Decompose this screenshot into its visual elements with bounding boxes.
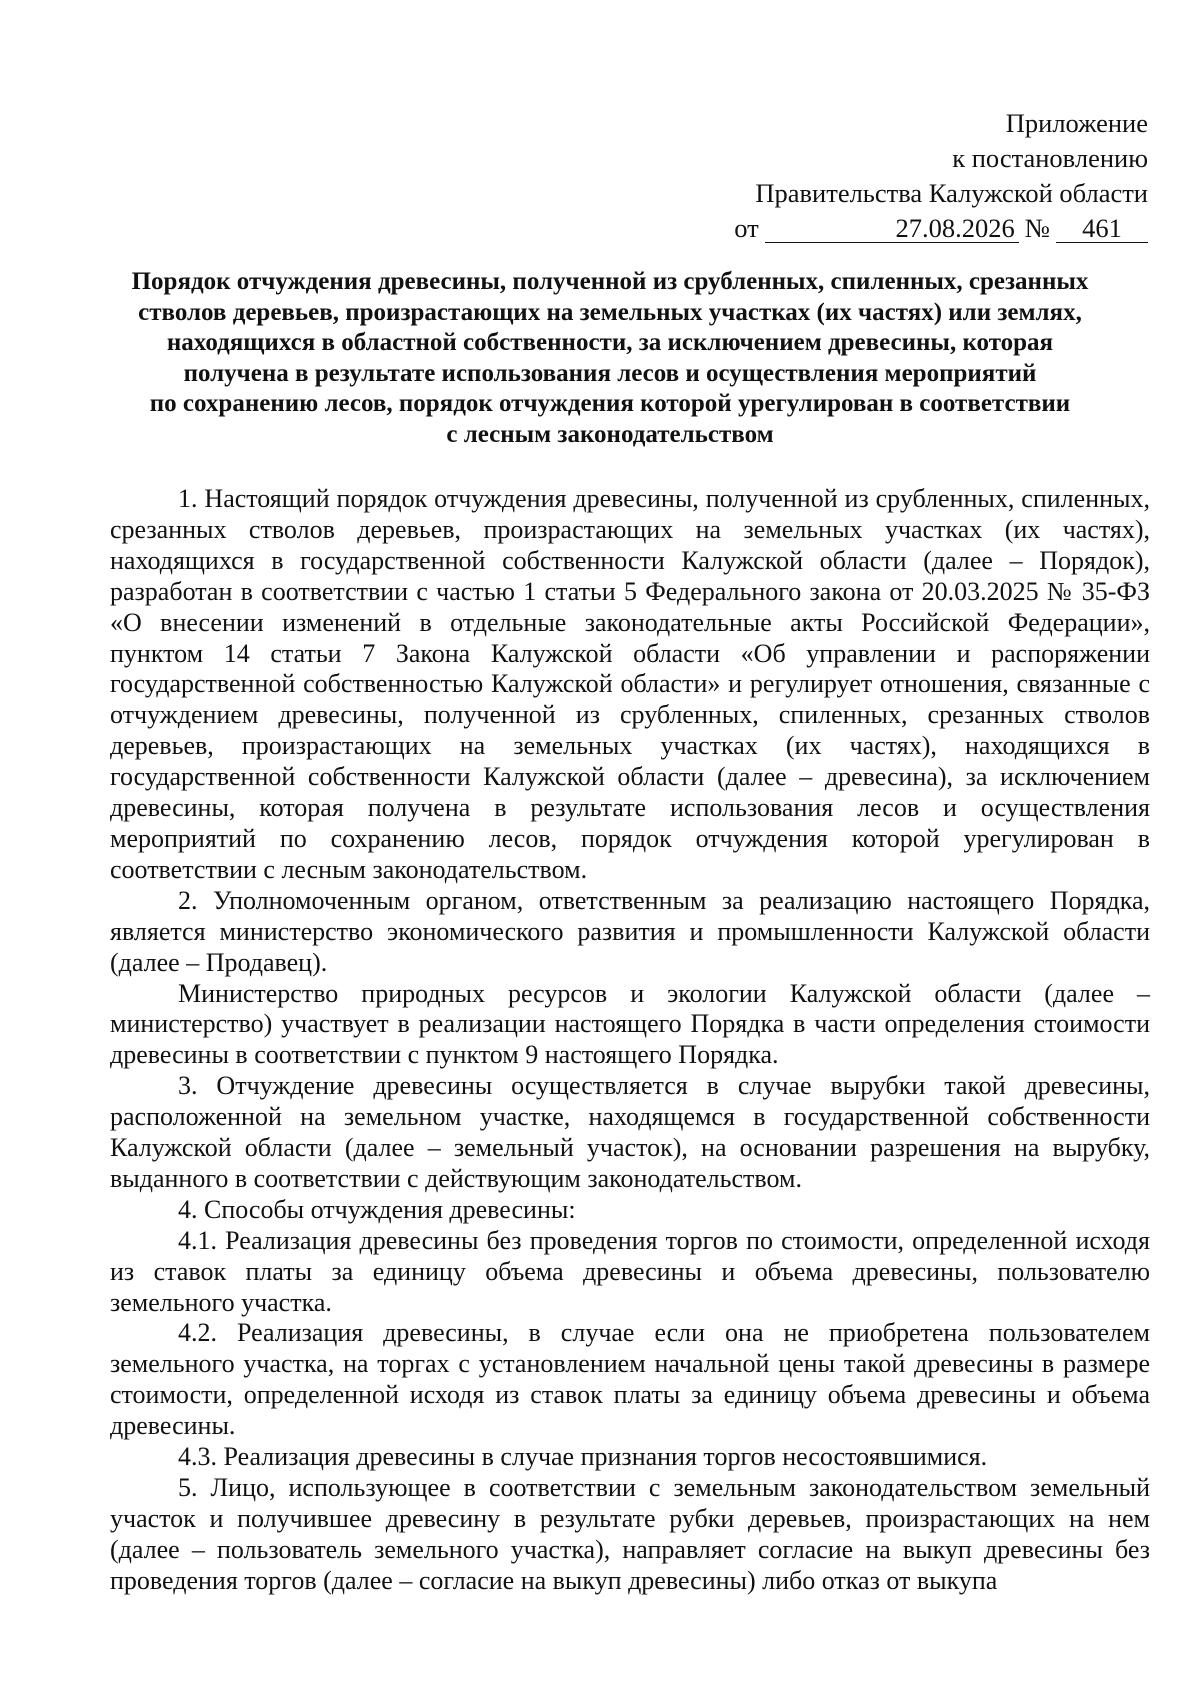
title-line: находящихся в областной собственности, за исключением древесины, которая <box>166 329 1054 357</box>
appendix-label: Приложение <box>1005 108 1148 138</box>
paragraph-2-ministry: Министерство природных ресурсов и экологии Калужской области (далее – министерство) участвует в реализации настоящего Порядка в части определения стоимости древесины в соответствии с пунктом 9 настоящего Порядка. <box>110 978 1150 1070</box>
resolution-label: к постановлению <box>952 143 1148 173</box>
paragraph-4-3: 4.3. Реализация древесины в случае признания торгов несостоявшимися. <box>178 1442 988 1472</box>
paragraph-1: 1. Настоящий порядок отчуждения древесины, полученной из срубленных, спиленных, срезанных стволов деревьев, произрастающих на земельных участках (их частях), находящихся в государственной собственности Калужской области (далее – Порядок), разработан в соответствии с частью 1 статьи 5 Федерального закона от 20.03.2025 № 35-ФЗ «О внесении изменений в отдельные законодательные акты Российской Федерации», пунктом 14 статьи 7 Закона Калужской области «Об управлении и распоряжении государственной собственностью Калужской области» и регулирует отношения, связанные с отчуждением древесины, полученной из срубленных, спиленных, срезанных стволов деревьев, произрастающих на земельных участках (их частях), находящихся в государственной собственности Калужской области (далее – древесина), за исключением древесины, которая получена в результате использования лесов и осуществления мероприятий по сохранению лесов, порядок отчуждения которой урегулирован в соответствии с лесным законодательством. <box>110 484 1150 884</box>
paragraph-3: 3. Отчуждение древесины осуществляется в случае вырубки такой древесины, расположенной на земельном участке, находящемся в государственной собственности Калужской области (далее – земельный участок), на основании разрешения на вырубку, выданного в соответствии с действующим законодательством. <box>110 1071 1150 1193</box>
document-title <box>110 267 1110 451</box>
government-label: Правительства Калужской области <box>755 178 1148 208</box>
paragraph-2: 2. Уполномоченным органом, ответственным за реализацию настоящего Порядка, является министерство экономического развития и промышленности Калужской области (далее – Продавец). <box>110 885 1150 977</box>
title-line: стволов деревьев, произрастающих на земельных участках (их частях) или землях, <box>138 298 1082 326</box>
document-body <box>110 484 1150 1597</box>
paragraph-4: 4. Способы отчуждения древесины: <box>178 1194 576 1224</box>
title-line: получена в результате использования лесов и осуществления мероприятий <box>183 359 1037 387</box>
number-sign: № <box>1024 213 1050 243</box>
number-value: 461 <box>1056 214 1148 243</box>
date-number-line <box>728 211 1148 246</box>
appendix-header <box>728 106 1148 246</box>
title-line: по сохранению лесов, порядок отчуждения которой урегулирован в соответствии <box>149 390 1071 418</box>
title-line: с лесным законодательством <box>446 420 774 448</box>
paragraph-5: 5. Лицо, использующее в соответствии с земельным законодательством земельный участок и получившее древесину в результате рубки деревьев, произрастающих на нем (далее – пользователь земельного участка), направляет согласие на выкуп древесины без проведения торгов (далее – согласие на выкуп древесины) либо отказ от выкупа <box>110 1473 1150 1595</box>
date-value: 27.08.2026 <box>765 214 1019 243</box>
paragraph-4-2: 4.2. Реализация древесины, в случае если она не приобретена пользователем земельного участка, на торгах с установлением начальной цены такой древесины в размере стоимости, определенной исходя из ставок платы за единицу объема древесины и объема древесины. <box>110 1318 1150 1441</box>
paragraph-4-1: 4.1. Реализация древесины без проведения торгов по стоимости, определенной исходя из ставок платы за единицу объема древесины и объема древесины, пользователю земельного участка. <box>110 1225 1150 1317</box>
date-prefix: от <box>734 213 759 243</box>
title-line: Порядок отчуждения древесины, полученной из срубленных, спиленных, срезанных <box>131 268 1089 295</box>
